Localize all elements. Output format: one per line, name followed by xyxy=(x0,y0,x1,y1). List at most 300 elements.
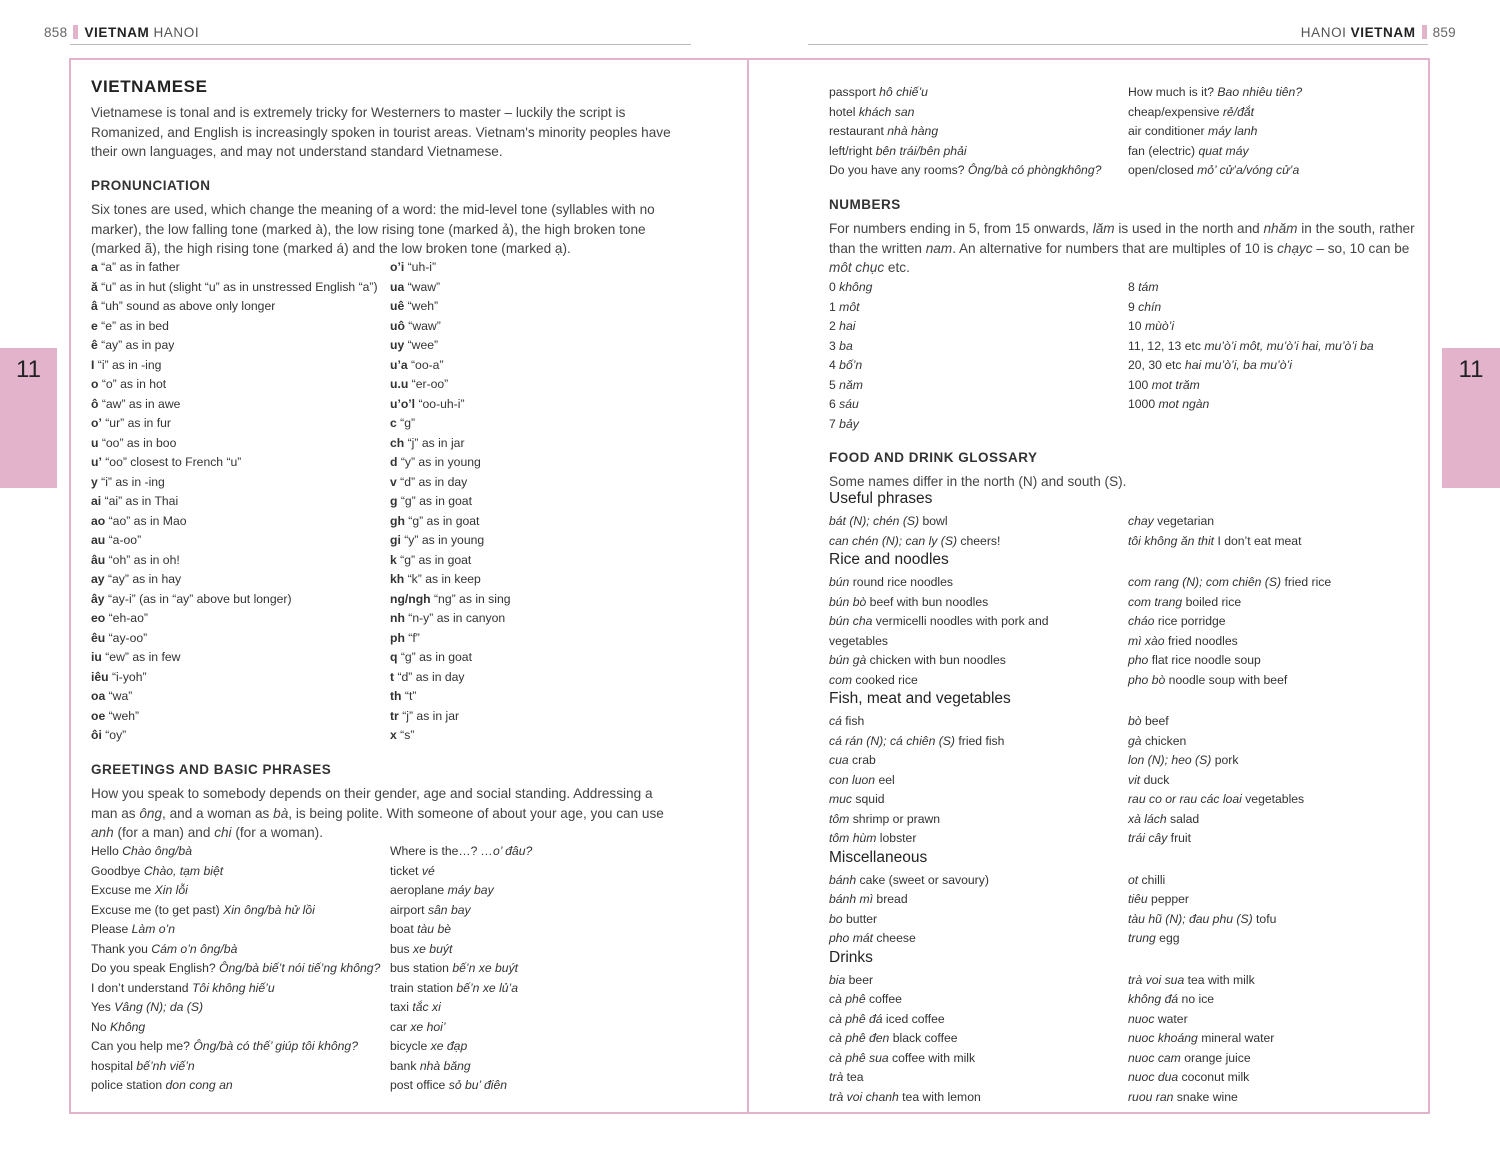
list-text: No xyxy=(91,1019,110,1034)
list-text: bus station xyxy=(390,961,453,975)
vietnamese-term: bánh xyxy=(829,872,857,887)
list-item xyxy=(91,629,378,649)
list-item xyxy=(390,1018,532,1038)
list-text: cooked rice xyxy=(852,672,918,687)
vietnamese-term: cà phê xyxy=(829,992,866,1006)
list-item xyxy=(829,1068,981,1088)
chapter-number: 11 xyxy=(16,356,41,383)
text-run: chi xyxy=(214,825,232,840)
list-item xyxy=(91,434,378,454)
vietnamese-term: lon (N); heo (S) xyxy=(1128,753,1212,767)
list-item xyxy=(829,910,989,930)
list-item xyxy=(1128,612,1331,632)
list-item xyxy=(1128,573,1331,593)
list-text: Hello xyxy=(91,844,123,858)
vietnamese-term: con luon xyxy=(829,772,876,787)
vietnamese-term: mot ngàn xyxy=(1158,397,1210,411)
vietnamese-term: nuoc xyxy=(1128,1011,1155,1026)
list-text: hotel xyxy=(829,104,859,119)
list-item xyxy=(829,810,1004,830)
list-text: “a” as in father xyxy=(97,260,180,274)
list-text: vermicelli noodles with pork and xyxy=(872,614,1049,628)
letter-key: iêu xyxy=(91,669,109,684)
list-text: “wa” xyxy=(105,689,133,703)
vietnamese-term: hai xyxy=(839,319,856,333)
text-run: – so, 10 can be xyxy=(1312,240,1410,256)
list-item xyxy=(390,1076,532,1096)
list-item xyxy=(829,651,1049,671)
vietnamese-term: pho xyxy=(1128,653,1149,667)
list-text: aeroplane xyxy=(390,883,448,897)
text-run: (for a woman). xyxy=(231,825,323,840)
list-item xyxy=(91,998,380,1018)
list-item xyxy=(91,1076,380,1096)
list-item xyxy=(829,712,1004,732)
list-text: “g” as in goat xyxy=(404,513,480,528)
list-text: train station xyxy=(390,980,457,995)
letter-key: y xyxy=(91,474,98,489)
list-item xyxy=(91,920,380,940)
vietnamese-term: cà phê đá xyxy=(829,1011,883,1026)
list-item xyxy=(829,573,1049,593)
list-text: vegetarian xyxy=(1153,514,1215,528)
list-text: tofu xyxy=(1252,911,1277,926)
list-text: “e” as in bed xyxy=(97,318,169,333)
list-item xyxy=(1128,671,1331,691)
list-text: “oo” as in boo xyxy=(98,435,177,450)
letter-key: ao xyxy=(91,513,106,528)
list-item xyxy=(1128,103,1302,123)
list-text: “g” xyxy=(396,416,416,430)
list-item xyxy=(390,668,511,688)
list-text: “waw” xyxy=(404,279,441,294)
letter-key: gh xyxy=(390,513,405,528)
list-text: “d” as in day xyxy=(396,474,468,489)
glossary-col2 xyxy=(1128,712,1304,849)
letter-key: g xyxy=(390,494,398,508)
list-item xyxy=(829,751,1004,771)
list-item xyxy=(390,414,511,434)
letter-key: u xyxy=(91,435,99,450)
vietnamese-term: cà phê đen xyxy=(829,1031,890,1045)
numbers-list-col2 xyxy=(1128,278,1374,415)
vietnamese-term: nuoc dua xyxy=(1128,1070,1179,1084)
letter-key: c xyxy=(390,416,397,430)
list-text: fish xyxy=(841,714,865,728)
list-text: airport xyxy=(390,902,428,917)
list-text: beef with bun noodles xyxy=(866,594,989,609)
vietnamese-term: xe đạp xyxy=(430,1039,468,1053)
list-text: 4 xyxy=(829,358,840,372)
vietnamese-term: Ông/bà có thế’ giúp tôi không? xyxy=(193,1039,358,1053)
text-run: bà xyxy=(273,805,289,821)
list-text: noodle soup with beef xyxy=(1165,672,1288,687)
list-text: 100 xyxy=(1128,377,1152,392)
letter-key: u’ xyxy=(91,455,102,469)
list-item xyxy=(829,278,872,298)
list-text: “j” as in jar xyxy=(404,435,465,450)
phrases-list-col1 xyxy=(91,842,380,1096)
list-text: “er-oo” xyxy=(408,377,449,391)
list-text: 9 xyxy=(1128,299,1139,314)
letter-key: â xyxy=(91,299,98,313)
letter-key: u’a xyxy=(390,357,408,372)
list-text: 1000 xyxy=(1128,397,1159,411)
glossary-col2 xyxy=(1128,871,1276,949)
list-item xyxy=(1128,1068,1274,1088)
list-item xyxy=(390,901,532,921)
vietnamese-term: tám xyxy=(1138,280,1159,294)
left-header-rule xyxy=(70,44,691,45)
letter-key: ng/ngh xyxy=(390,591,431,606)
text-run: is used in the north and xyxy=(1114,221,1264,236)
list-item xyxy=(829,532,1000,552)
vietnamese-term: ba xyxy=(839,338,853,353)
list-text: “ay-i” (as in “ay” above but longer) xyxy=(104,591,292,606)
list-item xyxy=(390,356,511,376)
vietnamese-term: rau co or rau các loai xyxy=(1128,792,1242,806)
list-text: chicken xyxy=(1141,733,1187,748)
vietnamese-term: chay xyxy=(1128,514,1154,528)
list-text: “g” as in goat xyxy=(397,650,472,664)
list-text: “weh” xyxy=(105,708,140,723)
list-item xyxy=(91,297,378,317)
left-header-city: HANOI xyxy=(153,25,200,40)
list-text: boiled rice xyxy=(1182,594,1242,609)
list-item xyxy=(91,940,380,960)
list-text: fruit xyxy=(1167,831,1191,845)
letter-key: tr xyxy=(390,708,399,723)
list-text: “ew” as in few xyxy=(101,650,181,664)
list-text: open/closed xyxy=(1128,163,1198,177)
vietnamese-term: bảy xyxy=(839,416,859,431)
vietnamese-term: bún xyxy=(829,575,850,589)
vietnamese-term: ot xyxy=(1128,872,1139,887)
letter-key: I xyxy=(91,357,95,372)
list-text: “y” as in young xyxy=(400,533,485,547)
list-item xyxy=(390,862,532,882)
list-item xyxy=(91,375,378,395)
list-text: 7 xyxy=(829,416,840,431)
glossary-col1 xyxy=(829,871,989,949)
list-item xyxy=(91,959,380,979)
list-item xyxy=(1128,632,1331,652)
vietnamese-term: bát (N); chén (S) xyxy=(829,514,920,528)
list-item xyxy=(1128,890,1276,910)
header-accent-bar xyxy=(1422,25,1427,39)
list-text: left/right xyxy=(829,143,876,158)
list-item xyxy=(1128,512,1301,532)
glossary-col1 xyxy=(829,512,1000,551)
vietnamese-term: don cong an xyxy=(165,1078,233,1092)
text-run: (for a man) and xyxy=(113,825,215,840)
list-text: “n-y” as in canyon xyxy=(404,611,506,625)
vietnamese-term: gà xyxy=(1128,733,1142,748)
list-item xyxy=(91,842,380,862)
text-run: For numbers ending in 5, from 15 onwards, xyxy=(829,221,1093,236)
list-text: “waw” xyxy=(404,318,441,333)
list-text: “g” as in goat xyxy=(396,552,472,567)
food-glossary-heading: FOOD AND DRINK GLOSSARY xyxy=(829,450,1038,465)
glossary-col2 xyxy=(1128,512,1301,551)
list-text: “a-oo” xyxy=(105,533,142,547)
vietnamese-term: cua xyxy=(829,753,849,767)
text-run: in the south, rather than the written xyxy=(829,221,1415,256)
list-item xyxy=(1128,651,1331,671)
list-text: mineral water xyxy=(1197,1031,1275,1045)
list-item xyxy=(829,1010,981,1030)
list-item xyxy=(91,881,380,901)
list-item xyxy=(91,668,378,688)
right-header-city: HANOI xyxy=(1300,25,1347,40)
list-item xyxy=(1128,161,1302,181)
list-item xyxy=(390,453,511,473)
vietnamese-term: Cám o’n ông/bà xyxy=(151,941,238,956)
list-item xyxy=(390,551,511,571)
list-text: black coffee xyxy=(889,1031,958,1045)
list-text: “eh-ao” xyxy=(105,611,148,625)
vietnamese-term: Ông/bà biế’t nói tiế’ng không? xyxy=(219,961,381,975)
list-text: “ay-oo” xyxy=(105,630,148,645)
list-item xyxy=(1128,990,1274,1010)
list-text: “oo-uh-i” xyxy=(415,396,465,411)
vietnamese-term: khách san xyxy=(858,104,915,119)
left-page-number: 858 xyxy=(44,25,68,40)
letter-key: eo xyxy=(91,611,106,625)
list-item xyxy=(1128,771,1304,791)
vietnamese-term: nhà hàng xyxy=(887,124,939,138)
vietnamese-term: trà voi chanh xyxy=(829,1089,899,1104)
vietnamese-term: chín xyxy=(1138,299,1162,314)
list-item xyxy=(91,862,380,882)
vietnamese-term: không đá xyxy=(1128,992,1179,1006)
numbers-heading: NUMBERS xyxy=(829,197,901,212)
list-item xyxy=(829,971,981,991)
vietnamese-term: bế’n xe buýt xyxy=(452,961,519,975)
list-text: vegetables xyxy=(1241,792,1305,806)
list-item xyxy=(91,453,378,473)
list-item xyxy=(390,375,511,395)
right-page-number: 859 xyxy=(1432,25,1456,40)
letter-key: t xyxy=(390,669,395,684)
list-item xyxy=(91,414,378,434)
list-text: “d” as in day xyxy=(394,669,465,684)
list-text: police station xyxy=(91,1078,166,1092)
list-item xyxy=(829,298,872,318)
text-run: etc. xyxy=(884,260,910,275)
letter-key: âu xyxy=(91,552,106,567)
list-text: “oy” xyxy=(101,728,127,742)
list-item xyxy=(1128,376,1374,396)
list-item xyxy=(390,590,511,610)
vietnamese-term: vé xyxy=(421,863,435,878)
list-item xyxy=(829,395,872,415)
chapter-tab-left xyxy=(0,348,57,488)
list-item xyxy=(91,395,378,415)
text-run: nhăm xyxy=(1263,221,1298,236)
list-item xyxy=(390,512,511,532)
list-item xyxy=(91,726,378,746)
list-item xyxy=(91,258,378,278)
list-text: car xyxy=(390,1019,411,1034)
letter-key: kh xyxy=(390,572,405,586)
list-text: “k” as in keep xyxy=(404,572,481,586)
list-item xyxy=(1128,790,1304,810)
list-text: bus xyxy=(390,941,414,956)
list-item xyxy=(1128,810,1304,830)
vietnamese-term: trái cây xyxy=(1128,831,1168,845)
list-text: “wee” xyxy=(404,338,439,352)
list-item xyxy=(1128,751,1304,771)
list-item xyxy=(829,632,1049,652)
letter-key: ph xyxy=(390,630,405,645)
list-text: boat xyxy=(390,922,418,936)
list-text: “ao” as in Mao xyxy=(105,513,187,528)
list-item xyxy=(390,979,532,999)
list-item xyxy=(390,687,511,707)
list-item xyxy=(91,687,378,707)
list-item xyxy=(1128,278,1374,298)
chapter-tab-right xyxy=(1442,348,1500,488)
pronunciation-list-col2 xyxy=(390,258,511,746)
vietnamese-term: bên trái/bên phải xyxy=(875,143,967,158)
letter-key: x xyxy=(390,728,397,742)
list-item xyxy=(91,473,378,493)
list-text: cheese xyxy=(873,931,916,945)
vietnamese-term: cà phê sua xyxy=(829,1050,889,1065)
letter-key: oe xyxy=(91,708,106,723)
letter-key: ai xyxy=(91,494,102,508)
vietnamese-term: quat máy xyxy=(1198,143,1249,158)
vietnamese-term: xe hoi’ xyxy=(410,1019,446,1034)
list-text: beef xyxy=(1141,714,1169,728)
list-text: eel xyxy=(875,772,895,787)
vietnamese-term: sỏ bu’ điên xyxy=(448,1078,507,1092)
list-text: shrimp or prawn xyxy=(849,811,941,826)
list-text: “ur” as in fur xyxy=(101,416,171,430)
list-text: cake (sweet or savoury) xyxy=(856,872,989,887)
vietnamese-term: rẻ/đắt xyxy=(1222,104,1255,119)
list-item xyxy=(91,1057,380,1077)
vietnamese-term: máy lanh xyxy=(1207,124,1258,138)
list-item xyxy=(829,790,1004,810)
list-text: “weh” xyxy=(404,299,439,313)
list-item xyxy=(829,83,1101,103)
list-text: cheap/expensive xyxy=(1128,104,1223,119)
vietnamese-term: tiêu xyxy=(1128,892,1148,906)
glossary-subheading: Miscellaneous xyxy=(829,848,928,866)
list-item xyxy=(829,512,1000,532)
list-text: orange juice xyxy=(1180,1050,1251,1065)
list-text: hospital xyxy=(91,1058,137,1073)
list-text: “oo-a” xyxy=(407,357,444,372)
letter-key: au xyxy=(91,533,106,547)
vietnamese-term: tàu bè xyxy=(417,922,451,936)
vietnamese-term: com trang xyxy=(1128,594,1183,609)
list-item xyxy=(390,278,511,298)
list-item xyxy=(1128,929,1276,949)
vietnamese-term: bánh mì xyxy=(829,892,874,906)
list-text: snake wine xyxy=(1173,1089,1238,1104)
vietnamese-term: bố’n xyxy=(839,358,863,372)
list-text: pepper xyxy=(1147,892,1189,906)
list-text: “ay” as in hay xyxy=(104,572,182,586)
vietnamese-term: Tôi không hiế’u xyxy=(191,980,275,995)
pronunciation-paragraph: Six tones are used, which change the meaning of a word: the mid-level tone (syllables with no marker), the low falling tone (marked à), the low rising tone (marked ả), the high broken tone (marked ã), the high rising tone (marked á) and the low broken tone (marked ạ). xyxy=(91,202,655,256)
list-text: Yes xyxy=(91,1000,115,1014)
list-text: no ice xyxy=(1178,992,1215,1006)
list-text: flat rice noodle soup xyxy=(1148,653,1261,667)
list-item xyxy=(1128,142,1302,162)
list-item xyxy=(390,570,511,590)
list-text: tea with milk xyxy=(1184,972,1255,987)
glossary-col1 xyxy=(829,712,1004,849)
list-item xyxy=(390,881,532,901)
right-running-header xyxy=(1301,25,1456,40)
list-text: 0 xyxy=(829,280,840,294)
list-text: 2 xyxy=(829,319,840,333)
list-item xyxy=(390,317,511,337)
letter-key: gi xyxy=(390,533,401,547)
list-item xyxy=(829,376,872,396)
list-item xyxy=(390,940,532,960)
vietnamese-term: trà xyxy=(829,1070,844,1084)
list-item xyxy=(829,317,872,337)
vietnamese-term: hai mu’ò’i, ba mu’ò’i xyxy=(1184,358,1292,372)
right-header-rule xyxy=(808,44,1428,45)
list-text: duck xyxy=(1140,772,1170,787)
text-run: How you speak to somebody depends on their gender, age and social standing. Addressing a man as xyxy=(91,786,653,821)
text-run: anh xyxy=(91,825,114,840)
glossary-subheading: Drinks xyxy=(829,948,873,966)
list-item xyxy=(91,512,378,532)
list-item xyxy=(829,771,1004,791)
letter-key: o’ xyxy=(91,416,102,430)
letter-key: u.u xyxy=(390,377,409,391)
list-text: “ai” as in Thai xyxy=(101,494,179,508)
list-text: How much is it? xyxy=(1128,85,1218,99)
vietnamese-term: trà voi sua xyxy=(1128,972,1185,987)
list-text: chilli xyxy=(1138,872,1166,887)
list-text: “ng” as in sing xyxy=(430,591,511,606)
list-text: Please xyxy=(91,922,132,936)
letter-key: ch xyxy=(390,435,405,450)
vietnamese-term: tôm hùm xyxy=(829,831,877,845)
letter-key: uy xyxy=(390,338,405,352)
list-text: fan (electric) xyxy=(1128,143,1199,158)
list-text: coconut milk xyxy=(1178,1070,1250,1084)
vietnamese-term: trung xyxy=(1128,931,1156,945)
list-item xyxy=(1128,593,1331,613)
vietnamese-term: nhà băng xyxy=(419,1058,471,1073)
letter-key: iu xyxy=(91,650,102,664)
list-text: I don’t understand xyxy=(91,980,192,995)
list-text: “oh” as in oh! xyxy=(105,552,180,567)
vietnamese-term: bún gà xyxy=(829,653,867,667)
list-text: butter xyxy=(842,911,878,926)
list-item xyxy=(829,1049,981,1069)
header-accent-bar xyxy=(73,25,78,39)
list-text: lobster xyxy=(876,831,917,845)
list-text: bread xyxy=(873,892,908,906)
vietnamese-term: tàu hũ (N); đau phu (S) xyxy=(1128,911,1253,926)
list-item xyxy=(91,336,378,356)
vietnamese-term: mu’ò’i môt, mu’ò’i hai, mu’ò’i ba xyxy=(1204,338,1374,353)
list-item xyxy=(829,612,1049,632)
vietnamese-term: không xyxy=(839,280,873,294)
list-item xyxy=(91,707,378,727)
vietnamese-term: xà lách xyxy=(1128,811,1167,826)
